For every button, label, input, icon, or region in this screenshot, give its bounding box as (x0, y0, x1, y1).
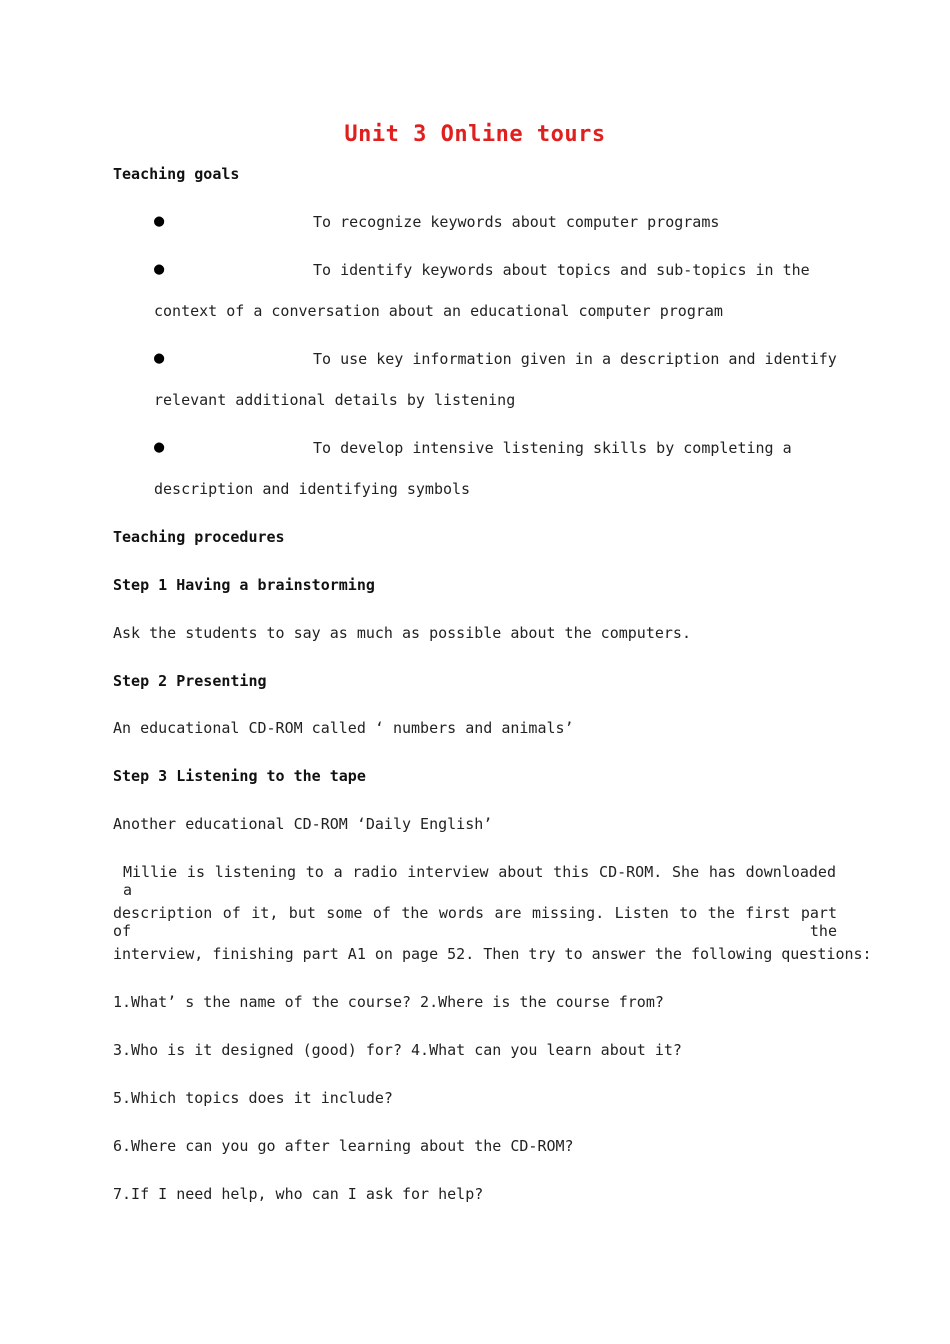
bullet-icon: ● (154, 211, 165, 231)
goals-heading: Teaching goals (113, 165, 240, 183)
step-3-text: Another educational CD-ROM ‘Daily English’ (113, 815, 493, 833)
goal-2-continuation: context of a conversation about an educational computer program (154, 302, 723, 320)
bullet-icon: ● (154, 437, 165, 457)
step-2-heading: Step 2 Presenting (113, 672, 267, 690)
goal-3-text: To use key information given in a description and identify (313, 350, 837, 368)
goal-4-continuation: description and identifying symbols (154, 480, 471, 498)
goal-1-text: To recognize keywords about computer programs (313, 213, 720, 231)
paragraph-line: interview, finishing part A1 on page 52. Then try to answer the following questions: (113, 945, 872, 963)
document-title: Unit 3 Online tours (344, 122, 606, 147)
step-1-heading: Step 1 Having a brainstorming (113, 576, 375, 594)
goal-3-continuation: relevant additional details by listening (154, 391, 516, 409)
bullet-icon: ● (154, 259, 165, 279)
step-3-heading: Step 3 Listening to the tape (113, 767, 366, 785)
paragraph-line: description of it, but some of the words are missing. Listen to the first part of the (113, 904, 837, 940)
step-1-text: Ask the students to say as much as possible about the computers. (113, 624, 691, 642)
goal-2-text: To identify keywords about topics and sub-topics in the (313, 261, 810, 279)
procedures-heading: Teaching procedures (113, 528, 285, 546)
goal-4-text: To develop intensive listening skills by completing a (313, 439, 792, 457)
question-line: 3.Who is it designed (good) for? 4.What can you learn about it? (113, 1041, 682, 1059)
question-line: 5.Which topics does it include? (113, 1089, 393, 1107)
bullet-icon: ● (154, 348, 165, 368)
question-line: 7.If I need help, who can I ask for help? (113, 1185, 484, 1203)
step-2-text: An educational CD-ROM called ‘ numbers and animals’ (113, 719, 574, 737)
question-line: 1.What’ s the name of the course? 2.Where is the course from? (113, 993, 664, 1011)
paragraph-line: Millie is listening to a radio interview about this CD-ROM. She has downloaded a (123, 863, 836, 899)
question-line: 6.Where can you go after learning about the CD-ROM? (113, 1137, 574, 1155)
